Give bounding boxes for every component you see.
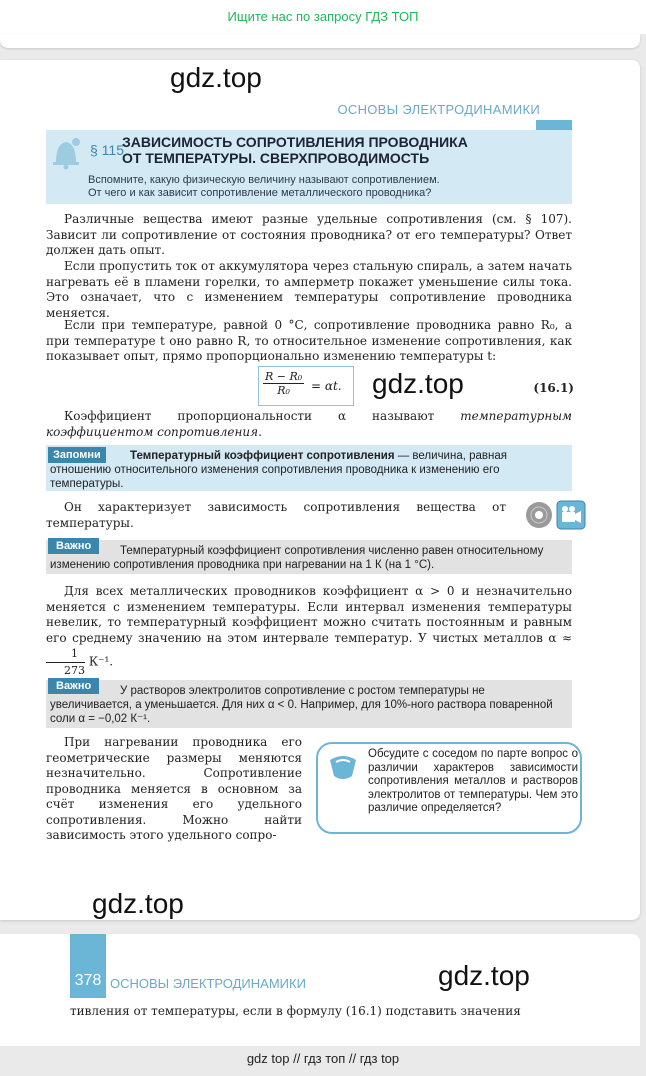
important-label: Важно xyxy=(48,678,99,694)
important-text: У растворов электролитов сопротивление с ростом температуры не увеличивается, а уменьшается. Для них α < 0. Например, для 10%-ного раствора поваренной соли α = −0,02 К⁻¹. xyxy=(50,685,553,725)
section-number: § 115 xyxy=(90,142,124,158)
section-title-line: ОТ ТЕМПЕРАТУРЫ. СВЕРХПРОВОДИМОСТЬ xyxy=(122,150,430,166)
banner-text[interactable]: Ищите нас по запросу ГДЗ ТОП xyxy=(227,9,419,24)
section-header-box xyxy=(46,130,572,204)
footer-links[interactable]: gdz top // гдз топ // гдз top xyxy=(0,1046,646,1076)
chapter-header: ОСНОВЫ ЭЛЕКТРОДИНАМИКИ xyxy=(110,976,306,991)
section-questions xyxy=(88,174,440,200)
section-title-line: ЗАВИСИМОСТЬ СОПРОТИВЛЕНИЯ ПРОВОДНИКА xyxy=(122,134,468,150)
remember-label: Запомни xyxy=(48,447,106,463)
term-italic: температурным коэффициентом сопротивления xyxy=(46,409,572,439)
formula-rhs: = αt. xyxy=(311,379,342,393)
important-box xyxy=(46,680,572,728)
top-banner xyxy=(0,0,646,34)
paragraph: Различные вещества имеют разные удельные сопротивления (см. § 107). Зависит ли сопротивление от состояния проводника? от его температуры? Ответ должен дать опыт. xyxy=(46,212,572,257)
watermark: gdz.top xyxy=(438,960,530,991)
important-box xyxy=(46,540,572,574)
formula-box xyxy=(258,366,354,406)
remember-text xyxy=(50,449,568,491)
text-span: Для всех металлических проводников коэффициент α > 0 и незначительно меняется с изменением температуры. Если интервал изменения температуры невелик, то температурный коэффициент можно считать постоянным и равным его среднему значению на этом интервале температур. У чистых металлов α ≈ xyxy=(46,584,572,645)
discuss-icon xyxy=(326,750,360,784)
formula-fraction xyxy=(263,370,304,397)
page-number: 378 xyxy=(70,934,106,998)
previous-page-card xyxy=(0,34,640,48)
paragraph xyxy=(46,409,572,440)
fraction xyxy=(46,646,85,678)
paragraph xyxy=(46,584,572,678)
paragraph: тивления от температуры, если в формулу (16.1) подставить значения xyxy=(70,1004,521,1018)
important-label: Важно xyxy=(48,538,99,554)
equation-label: (16.1) xyxy=(533,381,574,395)
watermark: gdz.top xyxy=(170,62,262,93)
paragraph: Если пропустить ток от аккумулятора через стальную спираль, а затем начать нагревать её в пламени горелки, то амперметр покажет уменьшение силы тока. Это означает, что с изменением температуры сопротивление проводника меняется. xyxy=(46,259,572,320)
remember-term: Температурный коэффициент сопротивления xyxy=(130,450,395,462)
paragraph: Он характеризует зависимость сопротивления вещества от температуры. xyxy=(46,500,506,530)
important-text: Температурный коэффициент сопротивления численно равен относительному изменению сопротивления проводника при нагревании на 1 К (на 1 °С). xyxy=(50,545,544,571)
formula-denominator: R₀ xyxy=(277,384,290,397)
unit: К⁻¹. xyxy=(88,654,114,669)
paragraph: Если при температуре, равной 0 °С, сопротивление проводника равно R₀, а при температуре t оно равно R, то относительное изменение сопротивления, как показывает опыт, прямо пропорционально изменению температуры t: xyxy=(46,318,572,363)
paragraph: При нагревании проводника его геометрические размеры меняются незначительно. Сопротивление проводника меняется в основном за счёт изменения его удельного сопротивления. Можно найти зависимость этого удельного сопро- xyxy=(46,735,302,842)
formula-numerator: R − R₀ xyxy=(265,370,303,383)
text-span: . xyxy=(258,424,262,439)
section-title xyxy=(122,134,468,166)
question-line: От чего и как зависит сопротивление металлического проводника? xyxy=(88,187,432,199)
discuss-text: Обсудите с соседом по парте вопрос о различии характеров зависимости сопротивления металлов и растворов электролитов от температуры. Чем это различие определяется? xyxy=(368,748,578,814)
watermark: gdz.top xyxy=(92,888,184,919)
fraction-denominator: 273 xyxy=(64,663,85,677)
fraction-numerator: 1 xyxy=(46,646,85,663)
remember-box xyxy=(46,445,572,491)
discuss-box xyxy=(316,742,582,834)
remember-definition: — величина, равная отношению относительного изменения сопротивления проводника к изменению его температуры. xyxy=(50,450,507,490)
bell-icon xyxy=(48,134,84,170)
text-span: Коэффициент пропорциональности α называют xyxy=(64,409,461,423)
disc-icon[interactable] xyxy=(524,500,554,530)
question-line: Вспомните, какую физическую величину называют сопротивлением. xyxy=(88,174,440,186)
video-camera-icon[interactable] xyxy=(556,500,586,530)
chapter-header: ОСНОВЫ ЭЛЕКТРОДИНАМИКИ xyxy=(337,102,540,117)
watermark: gdz.top xyxy=(372,368,464,399)
